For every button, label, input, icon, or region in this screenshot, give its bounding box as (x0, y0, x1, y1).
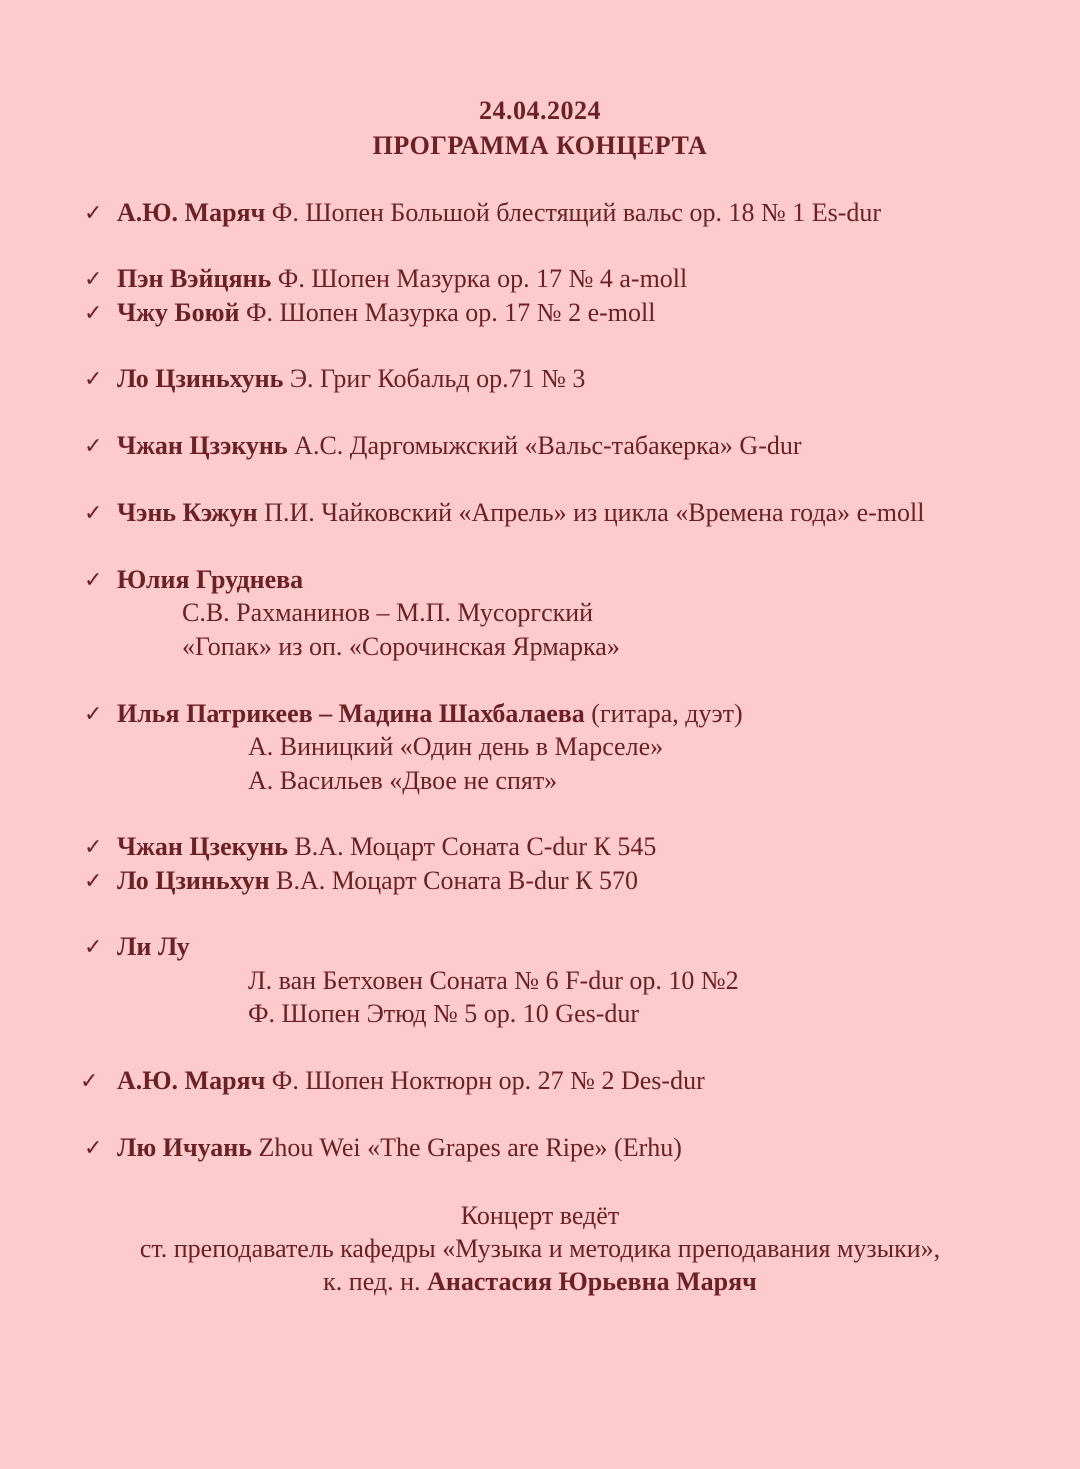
piece-title: Ф. Шопен Ноктюрн ор. 27 № 2 Des-dur (265, 1066, 705, 1095)
piece-title: Ф. Шопен Мазурка ор. 17 № 2 e-moll (239, 298, 656, 327)
performer-name: Чжан Цзэкунь (117, 431, 288, 460)
program-item (117, 864, 638, 898)
program-item (117, 262, 687, 296)
program-item (117, 1064, 705, 1098)
piece-line: С.В. Рахманинов – М.П. Мусоргский (182, 598, 594, 627)
performer-name: Ло Цзиньхун (117, 866, 270, 895)
check-icon: ✓ (84, 200, 103, 225)
performer-name: Ло Цзиньхунь (117, 364, 284, 393)
piece-line: А. Васильев «Двое не спят» (248, 766, 558, 795)
check-icon: ✓ (84, 433, 103, 458)
program-item (117, 429, 802, 463)
performer-name: Илья Патрикеев – Мадина Шахбалаева (117, 699, 585, 728)
program-item (117, 930, 190, 964)
page-title: ПРОГРАММА КОНЦЕРТА (372, 131, 708, 160)
piece-title: А.С. Даргомыжский «Вальс-табакерка» G-dur (287, 431, 802, 460)
performer-name: Чжан Цзекунь (117, 832, 288, 861)
performer-name: Лю Ичуань (117, 1133, 253, 1162)
piece-line: А. Виницкий «Один день в Марселе» (248, 732, 664, 761)
footer-position: ст. преподаватель кафедры «Музыка и методика преподавания музыки», (139, 1234, 941, 1263)
program-item (117, 563, 303, 597)
performer-name: Юлия Груднева (117, 565, 304, 594)
piece-title: П.И. Чайковский «Апрель» из цикла «Времена года» e-moll (257, 498, 925, 527)
program-item (117, 1131, 682, 1165)
check-icon: ✓ (84, 366, 103, 391)
piece-title: Э. Григ Кобальд ор.71 № 3 (283, 364, 586, 393)
piece-title: Zhou Wei «The Grapes are Ripe» (Erhu) (252, 1133, 682, 1162)
concert-date: 24.04.2024 (479, 96, 601, 125)
footer-host-label: Концерт ведёт (460, 1201, 620, 1230)
program-item (117, 830, 656, 864)
performer-name: Пэн Вэйцянь (117, 264, 272, 293)
check-icon: ✓ (80, 1068, 99, 1093)
performer-name: А.Ю. Маряч (117, 198, 266, 227)
footer-host (0, 1265, 1080, 1298)
check-icon: ✓ (84, 266, 103, 291)
footer-degree: к. пед. н. (323, 1267, 428, 1296)
footer (0, 1199, 1080, 1298)
check-icon: ✓ (84, 934, 103, 959)
program-item (117, 362, 585, 396)
program-item (117, 697, 743, 731)
performer-name: Ли Лу (117, 932, 190, 961)
piece-title: В.А. Моцарт Соната B-dur К 570 (269, 866, 639, 895)
check-icon: ✓ (84, 701, 103, 726)
program-item (117, 196, 881, 230)
piece-title: В.А. Моцарт Соната C-dur К 545 (287, 832, 657, 861)
program-item (117, 296, 655, 330)
footer-host-name: Анастасия Юрьевна Маряч (427, 1267, 757, 1296)
piece-title: (гитара, дуэт) (584, 699, 743, 728)
check-icon: ✓ (84, 500, 103, 525)
piece-line: Ф. Шопен Этюд № 5 ор. 10 Ges-dur (248, 999, 640, 1028)
program-item (117, 496, 924, 530)
performer-name: Чжу Боюй (117, 298, 240, 327)
check-icon: ✓ (84, 868, 103, 893)
performer-name: А.Ю. Маряч (117, 1066, 266, 1095)
piece-title: Ф. Шопен Мазурка ор. 17 № 4 a-moll (271, 264, 688, 293)
check-icon: ✓ (84, 1135, 103, 1160)
check-icon: ✓ (84, 834, 103, 859)
piece-title: Ф. Шопен Большой блестящий вальс ор. 18 № 1 Es-dur (265, 198, 882, 227)
piece-line: «Гопак» из оп. «Сорочинская Ярмарка» (182, 632, 620, 661)
check-icon: ✓ (84, 567, 103, 592)
piece-line: Л. ван Бетховен Соната № 6 F-dur ор. 10 №2 (248, 966, 739, 995)
performer-name: Чэнь Кэжун (117, 498, 258, 527)
check-icon: ✓ (84, 300, 103, 325)
